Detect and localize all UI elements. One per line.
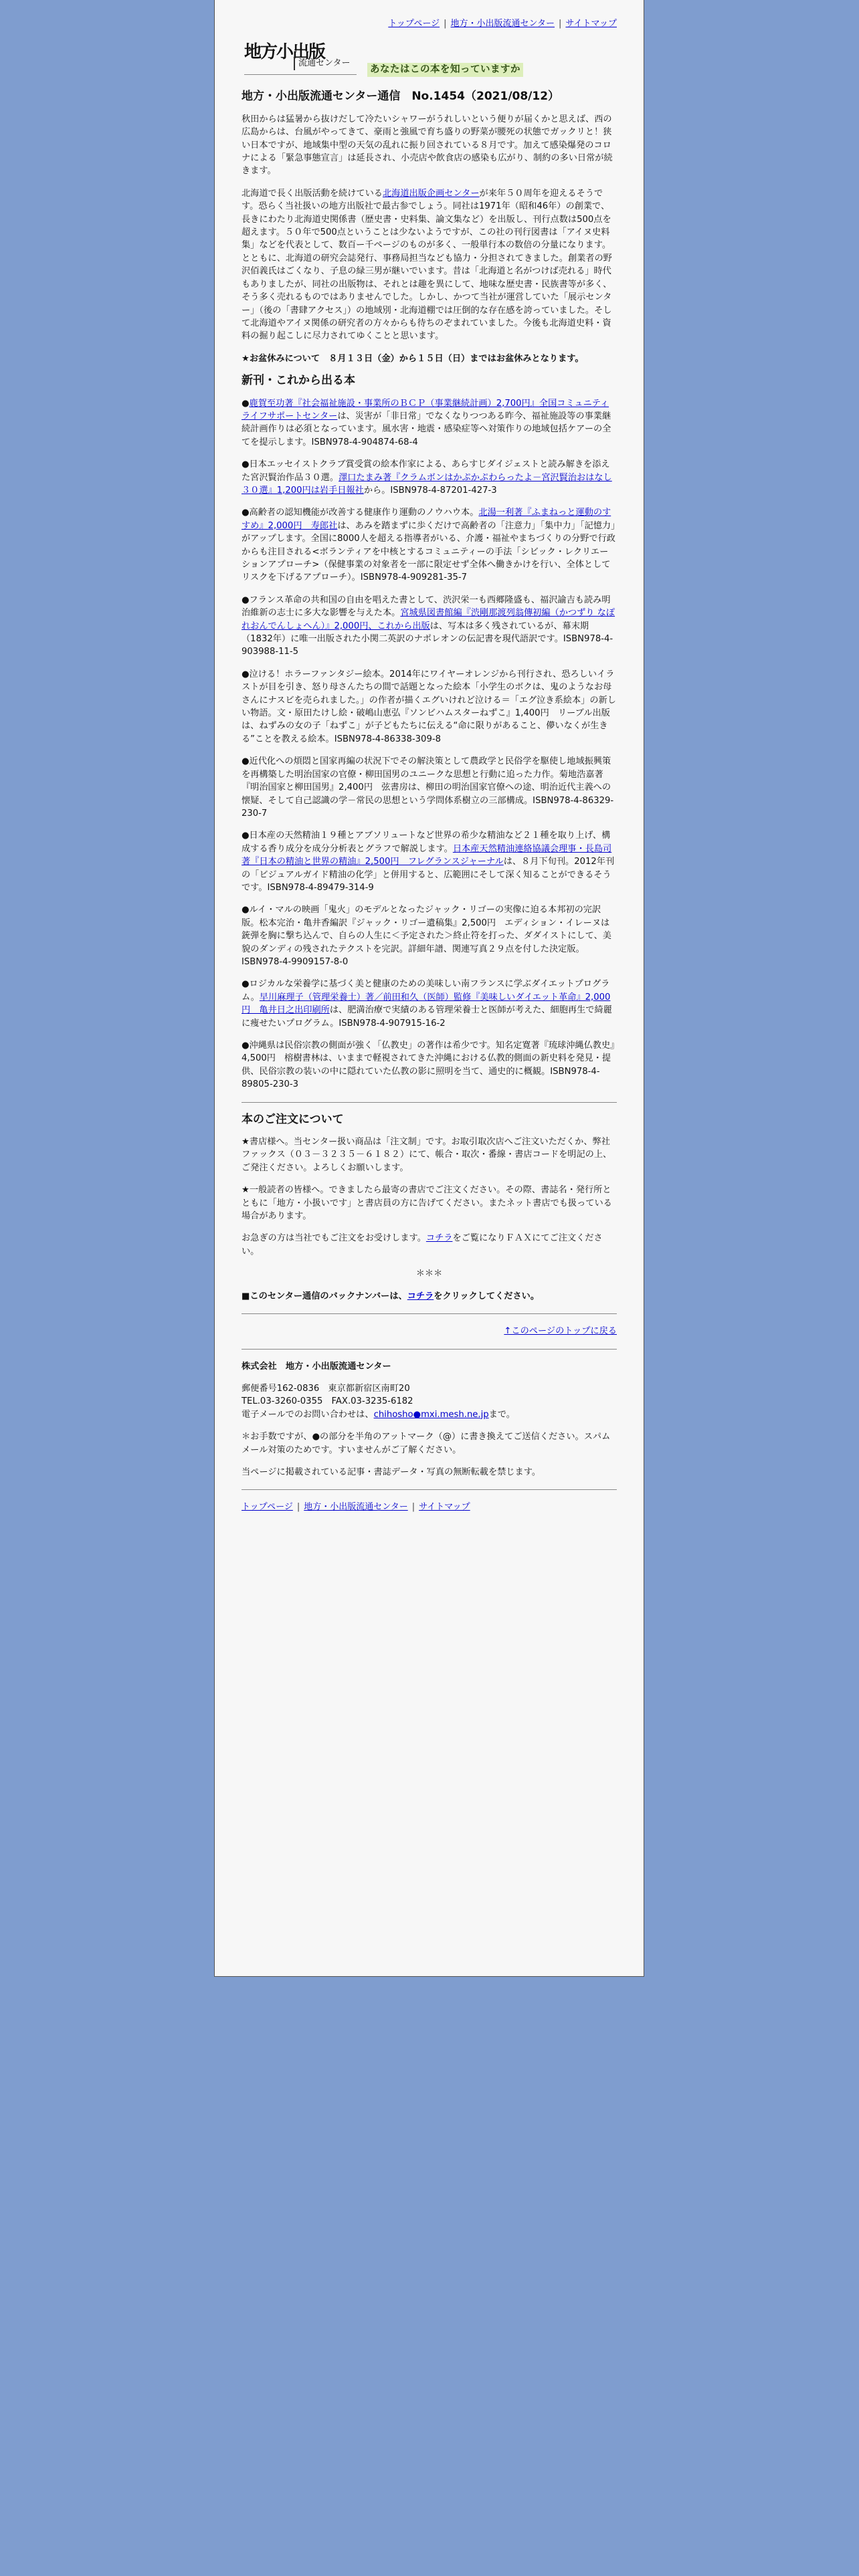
book-text: ●ルイ・マルの映画「鬼火」のモデルとなったジャック・リゴーの実像に迫る本邦初の完訳版。松本完治・亀井香編訳『ジャック・リゴー遺稿集』2,500円 エディション・イレーヌは銃弾を胸に撃ち込んで、自らの人生に＜予定された＞終止符を打った、ダダイストにして、美貌のダンディの残されたテクストを完訳。詳細年譜、関連写真２９点を付した決定版。ISBN978-4-9909157-8-0 <box>242 905 611 967</box>
book-item <box>242 594 617 659</box>
nav-top-link[interactable]: トップページ <box>242 1502 293 1513</box>
book-link[interactable]: 早川麻理子（管理栄養士）著／前田和久（医師）監修『美味しいダイエット革命』2,000円 亀井日之出印刷所 <box>242 992 611 1016</box>
book-item <box>242 829 617 894</box>
book-text: ●日本産の天然精油１９種とアブソリュートなど世界の希少な精油など２１種を取り上げ、構成する香り成分を成分分析表とグラフで解説します。 <box>242 831 611 854</box>
intro-text-cont: が来年５０周年を迎えるそうです。恐らく当社扱いの地方出版社で最古参でしょう。同社は1971年（昭和46年）の創業で、長きにわたり北海道史関係書（歴史書・史料集、論文集など）を出版し、刊行点数は500点を超えます。５０年で500点ということは少ないようですが、この社の刊行図書は「アイヌ史料集」などを代表として、数百ー千ページのものが多く、一般単行本の数倍の分量になります。とともに、北海道の研究会誌発行、事務局担当なども協力・分担されてきました。創業者の野沢佰義氏はごくなり、子息の緑三男が継いでいます。昔は「北海道と名がつけば売れる」時代もありましたが、同社の出版物は、それとは趣を異にして、地味な歴史書・民族書等が多く、そう多く売れるものではありませんでした。しかし、かつて当社が運営していた「展示センター」（後の「書肆アクセス」）の地域別・北海道棚では圧倒的な存在感を誇っていました。そして北海道やアイヌ関係の研究者の方々からも待ちのぞまれていました。今後も北海道史料・資料の掘り起こしに尽力されてゆくことと思います。 <box>242 188 612 342</box>
book-list <box>242 397 617 1091</box>
logo-underline <box>244 74 357 75</box>
nav-sitemap-link[interactable]: サイトマップ <box>565 19 617 29</box>
book-text: は、あみを踏まずに歩くだけで高齢者の「注意力」「集中力」「記憶力」がアップします。全国に8000人を超える指導者がいる、介護・福祉やまちづくりの分野で行政からも注目される<ボランティアを中核とするコミュニティーの手法「シビック・レクリエーションアプローチ>（保健事業の対象者を一部に限定せず全体へ働きかけを行い、全体としてリスクを下げるアプローチ）。ISBN978-4-909281-35-7 <box>242 520 615 583</box>
book-text: ●近代化への煩悶と国家再編の状況下でその解決策として農政学と民俗学を駆使し地域振興策を再構築した明治国家の官僚・柳田国男のユニークな思想と行動に追った力作。菊地浩嘉著『明治国家と柳田国男』2,400円 弦書房は、柳田の明治国家官僚への途、明治近代主義への懐疑、そして自己認識の学－常民の思想という学問体系樹立の三部構成。ISBN978-4-86329-230-7 <box>242 756 614 819</box>
logo[interactable] <box>242 42 359 81</box>
book-text: は、８月下旬刊。2012年刊の「ビジュアルガイド精油の化学」と併用すると、広範囲にそして深く知ることができるそうです。ISBN978-4-89479-314-9 <box>242 857 615 893</box>
company-tel: TEL.03-3260-0355 FAX.03-3235-6182 <box>242 1396 413 1407</box>
book-link[interactable]: 北湯一利著『ふまねっと運動のすすめ』2,000円 寿郎社 <box>242 508 611 531</box>
bottom-navigation: トップページ | 地方・小出版流通センター | サイトマップ <box>242 1502 470 1513</box>
copyright: 当ページに掲載されている記事・書誌データ・写真の無断転載を禁じます。 <box>242 1467 541 1477</box>
book-text: ●沖縄県は民俗宗教の側面が強く「仏教史」の著作は希少です。知名定寛著『琉球沖縄仏教史』4,500円 榕樹書林は、いままで軽視されてきた沖縄における仏教的側面の新史料を発見・提供、民俗宗教の装いの中に隠れていた仏教の影に照明を当て、通史的に概観。ISBN978-4-89805-230-3 <box>242 1041 615 1090</box>
divider <box>242 1489 617 1490</box>
book-text: ●泣ける！ホラーファンタジー絵本。2014年にワイヤーオレンジから刊行され、恐ろしいイラストが目を引き、怒り母さんたちの間で話題となった絵本「小学生のボクは、鬼のようなお母さんにナスビを売られました。」の作者が描くエグいけれど泣ける＝「エグ泣き系絵本」の新しい物語。文・原田たけし絵・破嶋山恵弘『ソンビハムスターねずこ』1,400円 リーブル出版は、ねずみの女の子「ねずこ」が子どもたちに伝える“命に限りがあること、儚いなくが生きる”ことを教える絵本。ISBN978-4-86338-309-8 <box>242 669 616 744</box>
backnumber-notice <box>242 1290 617 1303</box>
book-link[interactable]: 日本産天然精油連絡協議会理事・長島司著『日本の精油と世界の精油』2,500円 フレグランスジャーナル <box>242 843 612 867</box>
book-link[interactable]: 宮城県図書館編『渋剛那渡列翁傳初編（かつずり なぽれおんでんしょへん）』2,000円、これから出版 <box>242 608 615 631</box>
book-item <box>242 978 617 1030</box>
nav-center-link[interactable]: 地方・小出版流通センター <box>304 1502 408 1513</box>
book-text: は、災害が「非日常」でなくなりつつある昨今、福祉施設等の事業継続計画作りは必須となっています。風水害・地震・感染症等へ対策作りの地域包括ケアーの全てを提示します。ISBN978-4-904874-68-4 <box>242 411 611 447</box>
stars-separator: ＊＊＊ <box>415 1269 443 1279</box>
book-text: ●日本エッセイストクラブ賞受賞の絵本作家による、あらすじダイジェストと読み解きを添えた宮沢賢治作品３０選。 <box>242 459 610 483</box>
book-text: ● <box>242 398 250 409</box>
company-name: 株式会社 地方・小出版流通センター <box>242 1361 391 1372</box>
order-readers: ★一般読者の皆様へ。できましたら最寄の書店でご注文ください。その際、書誌名・発行所とともに「地方・小扱いです」と書店員の方に告げてください。またネット書店でも扱っている場合があります。 <box>242 1185 612 1222</box>
book-item <box>242 458 617 497</box>
book-item <box>242 506 617 584</box>
page-container <box>214 0 644 1977</box>
book-link[interactable]: 鹿賀至功著『社会福祉施設・事業所のＢＣＰ（事業継続計画）2,700円』全国コミュニティライフサポートセンター <box>242 398 609 421</box>
nav-top-link[interactable]: トップページ <box>388 19 440 29</box>
divider <box>242 1313 617 1314</box>
new-books-heading: 新刊・これから出る本 <box>242 374 355 388</box>
order-heading: 本のご注文について <box>242 1112 344 1126</box>
backnumber-text: をクリックしてください。 <box>434 1291 540 1301</box>
company-contact <box>242 1382 617 1421</box>
to-top-link[interactable]: ↑このページのトップに戻る <box>504 1326 617 1337</box>
nav-sitemap-link[interactable]: サイトマップ <box>419 1502 470 1513</box>
divider <box>242 1102 617 1103</box>
header <box>242 41 617 81</box>
order-text: お急ぎの方は当社でもご注文をお受けします。 <box>242 1233 426 1244</box>
email-text: まで。 <box>488 1409 515 1420</box>
page-title: 地方・小出版流通センター通信 No.1454（2021/08/12） <box>242 90 560 104</box>
book-text: は、写本は多く残されているが、幕末期（1832年）に唯一出版された小関二英訳のナポレオンの伝記書を現代語訳です。ISBN978-4-903988-11-5 <box>242 621 613 657</box>
book-text: は、肥満治療で実績のある管理栄養士と医師が考えた、細胞再生で綺麗に痩せたいプログラム。ISBN978-4-907915-16-2 <box>242 1005 612 1029</box>
book-item <box>242 1039 617 1091</box>
book-link[interactable]: 澤口たまみ著『クラムボンはかぷかぷわらったよ－宮沢賢治おはなし３０選』1,200円は岩手日報社 <box>242 472 612 496</box>
holiday-notice: ★お盆休みについて ８月１３日（金）から１５日（日）まではお盆休みとなります。 <box>242 353 584 364</box>
book-text: ●フランス革命の共和国の自由を唱えた書として、渋沢栄一も西郷隆盛も、福沢諭吉も読み明治維新の志士に多大な影響を与えた本。 <box>242 595 611 619</box>
top-navigation: トップページ | 地方・小出版流通センター | サイトマップ <box>388 19 617 29</box>
order-direct <box>242 1232 617 1258</box>
book-text: ●高齢者の認知機能が改善する健康作り運動のノウハウ本。 <box>242 508 479 518</box>
book-item <box>242 903 617 968</box>
intro-paragraph-2 <box>242 187 617 343</box>
email-link[interactable]: chihosho●mxi.mesh.ne.jp <box>373 1409 489 1420</box>
book-item <box>242 397 617 449</box>
book-item <box>242 668 617 746</box>
logo-sub-text: 流通センター <box>294 57 350 70</box>
email-note: ＊お手数ですが、●の部分を半角のアットマーク（@）に書き換えてご送信ください。スパムメール対策のためです。すいませんがご了解ください。 <box>242 1432 611 1455</box>
company-address: 郵便番号162-0836 東京都新宿区南町20 <box>242 1383 410 1394</box>
email-text: 電子メールでのお問い合わせは、 <box>242 1409 374 1420</box>
book-text: ●ロジカルな栄養学に基づく美と健康のための美味しい南フランスに学ぶダイエットプログラム。 <box>242 979 610 1002</box>
divider <box>242 1349 617 1350</box>
book-text: から。ISBN978-4-87201-427-3 <box>363 485 497 496</box>
order-bookstores: ★書店様へ。当センター扱い商品は「注文制」です。お取引取次店へご注文いただくか、弊社ファックス（０３－３２３５－６１８２）にて、帳合・取次・番線・書店コードを明記の上、ご発注ください。よろしくお願いします。 <box>242 1137 612 1173</box>
logo-main-text: 地方小出版 <box>244 42 325 63</box>
order-text: をご覧になりＦＡＸにてご注文ください。 <box>242 1233 603 1257</box>
to-top-row <box>242 1325 617 1337</box>
backnumber-link[interactable]: コチラ <box>407 1291 434 1301</box>
book-item <box>242 755 617 820</box>
order-link[interactable]: コチラ <box>425 1233 453 1244</box>
publisher-link[interactable]: 北海道出版企画センター <box>383 188 480 199</box>
backnumber-text: ■このセンター通信のバックナンバーは、 <box>242 1291 407 1301</box>
intro-paragraph-1: 秋田からは猛暑から抜けだして冷たいシャワーがうれしいという便りが届くかと思えば、西の広島からは、台風がやってきて、豪雨と強風で育ち盛りの野菜が腰死の状態でガックリと！狭い日本ですが、地域集中型の天気の乱れに振り回されている８月です。加えて感染爆発のコロナによる「緊急事態宣言」は延長され、小売店や飲食店の感染も広がり、制約の多い日常が続きます。 <box>242 114 613 177</box>
nav-center-link[interactable]: 地方・小出版流通センター <box>450 19 555 29</box>
tagline: あなたはこの本を知っていますか <box>367 63 523 77</box>
intro-text: 北海道で長く出版活動を続けている <box>242 188 383 199</box>
